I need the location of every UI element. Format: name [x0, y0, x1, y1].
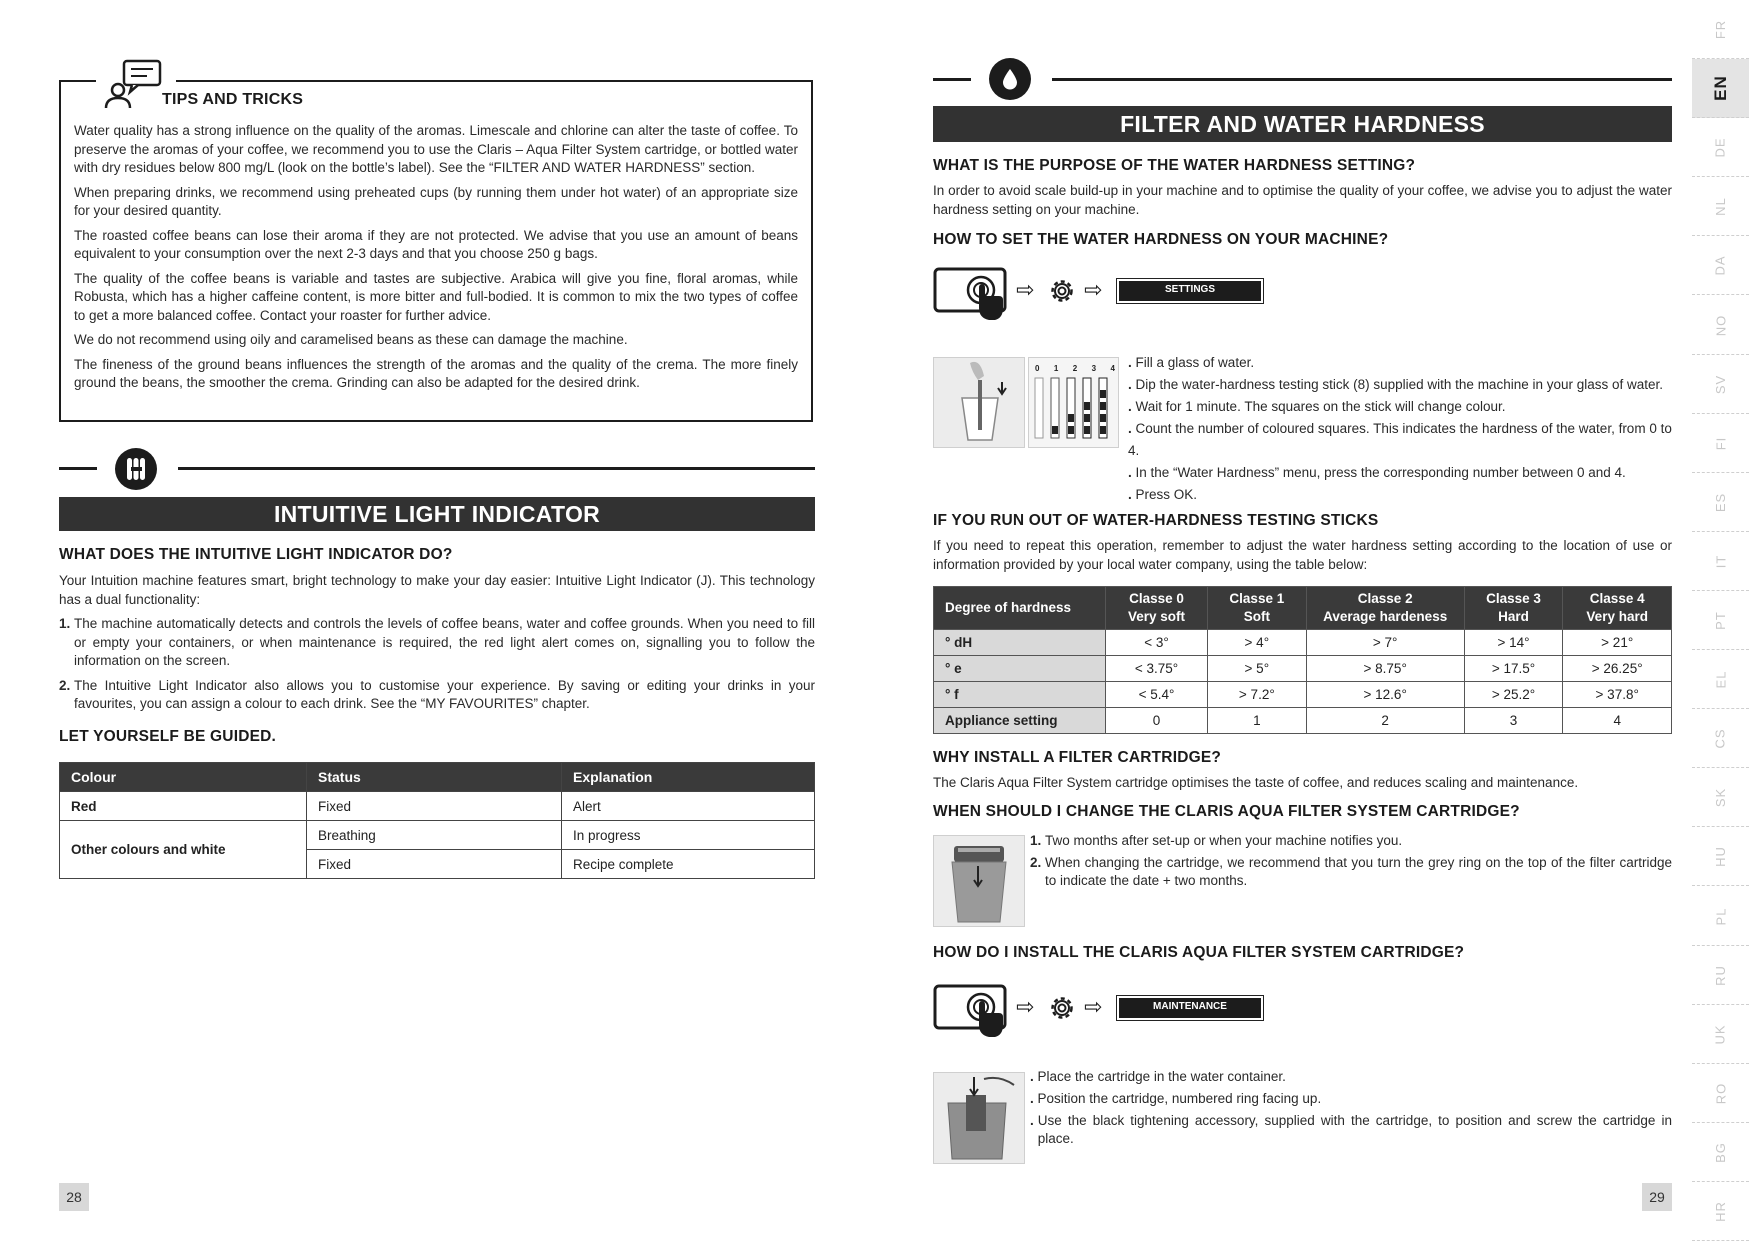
when-question: WHEN SHOULD I CHANGE THE CLARIS AQUA FILTER SYSTEM CARTRIDGE? — [933, 802, 1520, 820]
language-tab-it[interactable] — [1692, 532, 1749, 591]
runout-text: If you need to repeat this operation, remember to adjust the water hardness setting according to the location of use or information provided by your local water company, using the table below: — [933, 538, 1672, 572]
table-cell: > 25.2° — [1464, 682, 1563, 708]
list-item: . Position the cartridge, numbered ring facing up. — [1030, 1091, 1322, 1106]
table-cell: 0 — [1106, 708, 1208, 734]
language-tab-en[interactable] — [1692, 59, 1749, 118]
col-status: Status — [307, 763, 562, 792]
cell-explanation: Alert — [562, 792, 815, 821]
class-header: Classe 4 Very hard — [1563, 587, 1672, 630]
list-item: 2. When changing the cartridge, we recommend that you turn the grey ring on the top of the filter cartridge to indicate the date + two months. — [1030, 854, 1672, 888]
section-rule — [59, 467, 97, 470]
list-item: . Wait for 1 minute. The squares on the stick will change colour. — [1128, 399, 1506, 414]
language-tab-label: HR — [1713, 1200, 1728, 1222]
language-tab-cs[interactable] — [1692, 709, 1749, 768]
hardness-corner: Degree of hardness — [934, 587, 1106, 630]
indicator-question: WHAT DOES THE INTUITIVE LIGHT INDICATOR DO? — [59, 546, 453, 563]
row-label: ° e — [934, 656, 1106, 682]
language-tab-label: EL — [1713, 670, 1728, 688]
table-cell: > 7° — [1306, 630, 1464, 656]
water-drop-icon — [989, 58, 1031, 100]
language-tab-label: DE — [1713, 136, 1728, 158]
maintenance-button[interactable]: MAINTENANCE — [1116, 995, 1264, 1021]
table-cell: > 5° — [1207, 656, 1306, 682]
language-tab-da[interactable] — [1692, 236, 1749, 295]
glass-image — [933, 357, 1025, 448]
light-icon — [115, 448, 157, 490]
language-tab-label: RO — [1713, 1082, 1728, 1104]
language-tab-label: PL — [1713, 907, 1728, 925]
tips-paragraph: The quality of the coffee beans is variable and tastes are subjective. Arabica will give you fine, floral aromas, while Robusta, which has a higher caffeine content, is more bitter and full-bodied. It is common to mix the two types of coffee to get a more balanced coffee. Contact your roaster for further advice. — [74, 270, 798, 323]
language-tab-es[interactable] — [1692, 473, 1749, 532]
table-cell: > 14° — [1464, 630, 1563, 656]
language-tab-label: CS — [1713, 727, 1728, 749]
touch-screen-icon — [933, 266, 1013, 326]
page-number-left: 28 — [59, 1183, 89, 1211]
list-item: . Dip the water-hardness testing stick (8) supplied with the machine in your glass of water. — [1128, 377, 1664, 392]
row-label: ° f — [934, 682, 1106, 708]
touch-screen-icon — [933, 983, 1013, 1043]
guided-heading: LET YOURSELF BE GUIDED. — [59, 727, 277, 745]
language-tab-no[interactable] — [1692, 296, 1749, 355]
strip-number-labels: 0 1 2 3 4 — [1035, 364, 1115, 373]
table-header-row — [934, 587, 1672, 630]
runout-question: IF YOU RUN OUT OF WATER-HARDNESS TESTING STICKS — [933, 512, 1379, 529]
light-table — [59, 762, 815, 879]
purpose-text: In order to avoid scale build-up in your machine and to optimise the quality of your coffee, we advise you to adjust the water hardness setting on your machine. — [933, 183, 1672, 217]
table-row — [934, 708, 1672, 734]
table-cell: < 5.4° — [1106, 682, 1208, 708]
class-header: Classe 0 Very soft — [1106, 587, 1208, 630]
col-colour: Colour — [60, 763, 307, 792]
table-cell: > 12.6° — [1306, 682, 1464, 708]
language-tab-label: FR — [1713, 19, 1728, 39]
language-tab-hr[interactable] — [1692, 1182, 1749, 1241]
row-label: Appliance setting — [934, 708, 1106, 734]
list-item: 1. Two months after set-up or when your machine notifies you. — [1030, 833, 1403, 848]
list-item: . In the “Water Hardness” menu, press the corresponding number between 0 and 4. — [1128, 465, 1626, 480]
cell-explanation: Recipe complete — [562, 850, 815, 879]
settings-button[interactable]: SETTINGS — [1116, 278, 1264, 304]
gear-icon — [1047, 276, 1077, 306]
table-cell: < 3.75° — [1106, 656, 1208, 682]
tips-paragraph: Water quality has a strong influence on the quality of the aromas. Limescale and chlorine can alter the taste of coffee. To preserve the aromas of your coffee, we recommend you to use the Claris – Aqua Filter System cartridge, or bottled water with dry residues below 800 mg/L (look on the bottle’s label). See the “FILTER AND WATER HARDNESS” section. — [74, 123, 798, 175]
cell-status: Breathing — [307, 821, 562, 850]
language-tab-label: ES — [1713, 492, 1728, 512]
hardness-table — [933, 586, 1672, 734]
language-tab-label: SV — [1713, 374, 1728, 394]
table-cell: > 21° — [1563, 630, 1672, 656]
tips-paragraph: When preparing drinks, we recommend using preheated cups (by running them under hot water) of an appropriate size for your desired quantity. — [74, 184, 798, 218]
language-tab-nl[interactable] — [1692, 177, 1749, 236]
language-tab-hu[interactable] — [1692, 827, 1749, 886]
language-tab-uk[interactable] — [1692, 1005, 1749, 1064]
cell-colour: Red — [60, 792, 307, 821]
language-tab-label: HU — [1713, 845, 1728, 867]
table-cell: 2 — [1306, 708, 1464, 734]
list-item: . Press OK. — [1128, 487, 1198, 502]
language-tab-ro[interactable] — [1692, 1064, 1749, 1123]
arrow-right-icon: ⇨ — [1084, 994, 1103, 1019]
tips-body — [74, 122, 798, 399]
table-cell: > 4° — [1207, 630, 1306, 656]
page-number-right: 29 — [1642, 1183, 1672, 1211]
language-tab-pl[interactable] — [1692, 887, 1749, 946]
table-row — [60, 792, 815, 821]
cell-explanation: In progress — [562, 821, 815, 850]
runout-section — [933, 512, 1672, 580]
language-tab-el[interactable] — [1692, 650, 1749, 709]
table-row — [934, 682, 1672, 708]
language-tab-fr[interactable] — [1692, 0, 1749, 59]
indicator-intro: Your Intuition machine features smart, bright technology to make your day easier: Intuitive Light Indicator (J). This technology has a dual functionality: — [59, 573, 815, 607]
tips-paragraph: The roasted coffee beans can lose their aroma if they are not protected. We advise that you use an amount of beans equivalent to your consumption over the next 2-3 days and that you choose 250 g bags. — [74, 227, 798, 261]
list-item: . Fill a glass of water. — [1128, 355, 1255, 370]
language-tab-label: IT — [1713, 554, 1728, 568]
steps-list — [1128, 352, 1676, 506]
tips-paragraph: The fineness of the ground beans influences the strength of the aromas and the quality of the crema. The more finely ground the beans, the smoother the crema. Grinding can also be adapted for the desired drink. — [74, 356, 798, 390]
indicator-list — [59, 615, 815, 714]
list-item: 1. The machine automatically detects and controls the levels of coffee beans, water and coffee grounds. When you need to fill or empty your containers, or when maintenance is required, the red light alert comes on, signalling you to follow the information on the screen. — [59, 616, 815, 668]
language-tab-label: RU — [1713, 964, 1728, 986]
table-cell: 3 — [1464, 708, 1563, 734]
table-cell: > 26.25° — [1563, 656, 1672, 682]
language-tab-pt[interactable] — [1692, 591, 1749, 650]
list-item: . Place the cartridge in the water container. — [1030, 1069, 1286, 1084]
language-tab-de[interactable] — [1692, 118, 1749, 177]
language-tab-label: BG — [1712, 1141, 1728, 1163]
language-tab-sv[interactable] — [1692, 355, 1749, 414]
list-item: . Count the number of coloured squares. This indicates the hardness of the water, from 0 to 4. — [1128, 421, 1672, 458]
section-rule — [933, 78, 971, 81]
how-question: HOW TO SET THE WATER HARDNESS ON YOUR MACHINE? — [933, 231, 1389, 248]
cell-status: Fixed — [307, 850, 562, 879]
language-tab-label: DA — [1713, 254, 1728, 276]
language-tab-label: SK — [1713, 787, 1728, 807]
purpose-question: WHAT IS THE PURPOSE OF THE WATER HARDNESS SETTING? — [933, 157, 1416, 174]
language-tab-label: UK — [1713, 1023, 1728, 1045]
language-tab-label: EN — [1710, 75, 1730, 101]
test-strip-image — [1028, 357, 1119, 448]
language-tab-bg[interactable] — [1692, 1123, 1749, 1182]
language-tab-label: NL — [1713, 196, 1728, 216]
arrow-right-icon: ⇨ — [1016, 994, 1035, 1019]
arrow-right-icon: ⇨ — [1084, 277, 1103, 302]
language-tab-label: PT — [1713, 610, 1728, 630]
class-header: Classe 2 Average hardeness — [1306, 587, 1464, 630]
cartridge-install-image — [933, 1072, 1025, 1164]
table-row — [934, 656, 1672, 682]
list-item: 2. The Intuitive Light Indicator also allows you to customise your experience. By saving or editing your drinks in your favourites, you can assign a colour to each drink. See the “MY FAVOURITES” chapter. — [59, 677, 815, 711]
gear-icon — [1047, 993, 1077, 1023]
table-header-row — [60, 763, 815, 792]
section-rule — [178, 467, 815, 470]
indicator-banner: INTUITIVE LIGHT INDICATOR — [59, 497, 815, 531]
tips-paragraph: We do not recommend using oily and caramelised beans as these can damage the machine. — [74, 332, 628, 347]
why-question: WHY INSTALL A FILTER CARTRIDGE? — [933, 749, 1222, 766]
table-cell: < 3° — [1106, 630, 1208, 656]
filter-banner: FILTER AND WATER HARDNESS — [933, 106, 1672, 142]
table-cell: > 7.2° — [1207, 682, 1306, 708]
cell-status: Fixed — [307, 792, 562, 821]
table-row — [60, 821, 815, 850]
install-question: HOW DO I INSTALL THE CLARIS AQUA FILTER SYSTEM CARTRIDGE? — [933, 944, 1465, 961]
table-cell: > 37.8° — [1563, 682, 1672, 708]
when-list — [1030, 832, 1672, 891]
install-list — [1030, 1066, 1672, 1148]
section-rule — [1052, 78, 1672, 81]
chat-user-icon — [104, 58, 166, 110]
table-cell: > 17.5° — [1464, 656, 1563, 682]
language-tab-ru[interactable] — [1692, 946, 1749, 1005]
purpose-section — [933, 157, 1672, 249]
table-row — [934, 630, 1672, 656]
table-cell: 1 — [1207, 708, 1306, 734]
language-tab-label: FI — [1713, 436, 1728, 450]
why-section — [933, 749, 1672, 821]
why-text: The Claris Aqua Filter System cartridge optimises the taste of coffee, and reduces scaling and maintenance. — [933, 775, 1579, 790]
class-header: Classe 3 Hard — [1464, 587, 1563, 630]
class-header: Classe 1 Soft — [1207, 587, 1306, 630]
col-explanation: Explanation — [562, 763, 815, 792]
table-cell: 4 — [1563, 708, 1672, 734]
indicator-content — [59, 546, 815, 746]
row-label: ° dH — [934, 630, 1106, 656]
language-tab-fi[interactable] — [1692, 414, 1749, 473]
list-item: . Use the black tightening accessory, supplied with the cartridge, to position and screw the cartridge in place. — [1030, 1113, 1672, 1146]
cartridge-image — [933, 835, 1025, 927]
language-tab-sk[interactable] — [1692, 768, 1749, 827]
tips-title: TIPS AND TRICKS — [162, 91, 304, 108]
table-cell: > 8.75° — [1306, 656, 1464, 682]
cell-colour: Other colours and white — [60, 821, 307, 879]
arrow-right-icon: ⇨ — [1016, 277, 1035, 302]
language-tab-label: NO — [1713, 314, 1728, 336]
